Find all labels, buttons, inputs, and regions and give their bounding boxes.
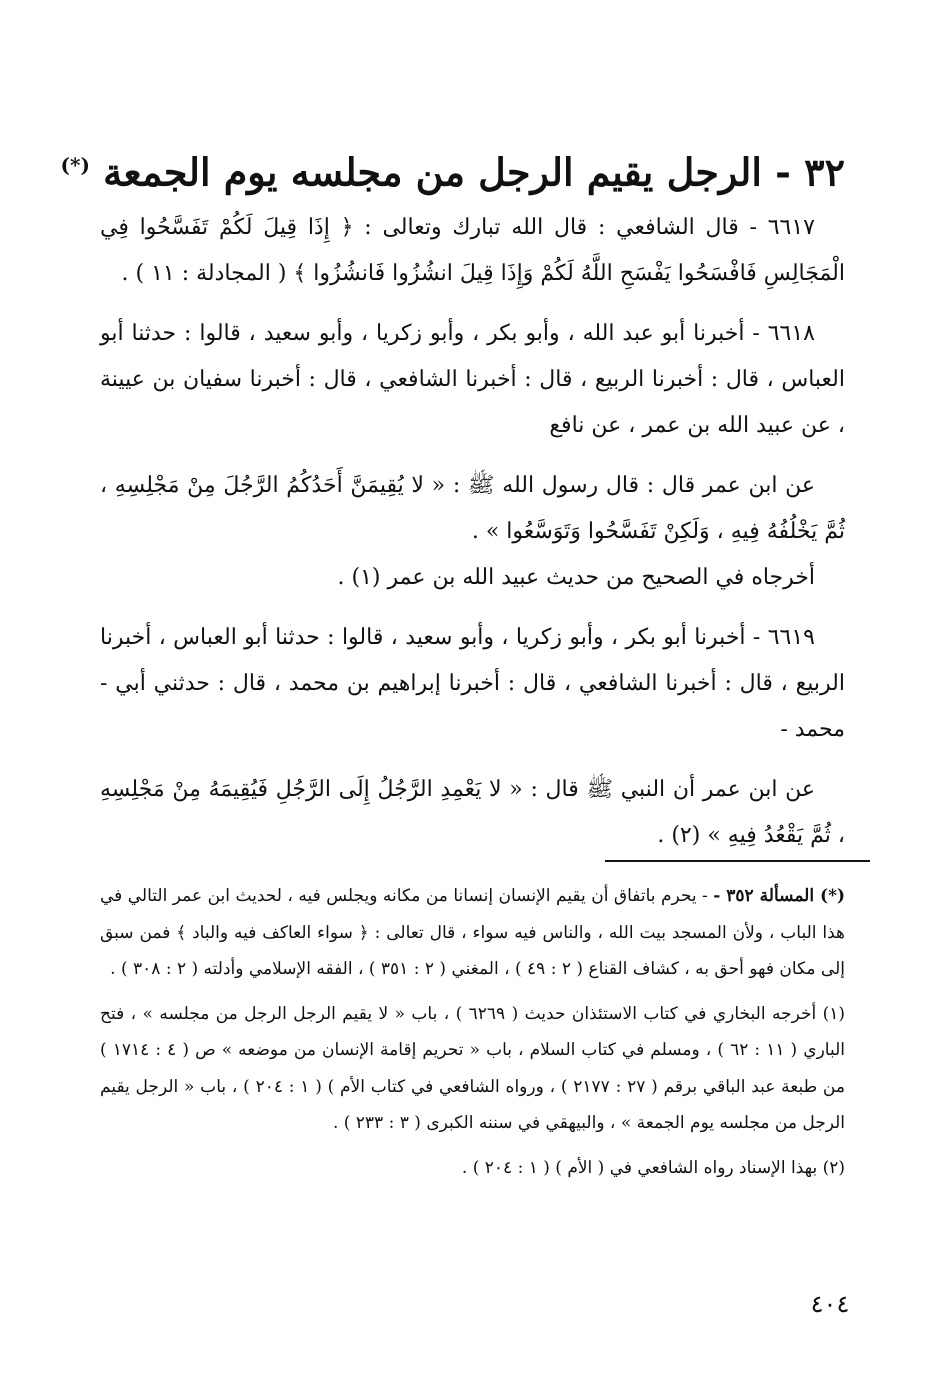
footnote-star-text: - يحرم باتفاق أن يقيم الإنسان إنسانا من مكانه ويجلس فيه ، لحديث ابن عمر التالي في هذا الباب ، ولأن المسجد بيت الله ، والناس فيه سواء ، قال تعالى : ﴿ سواء العاكف فيه والباد ﴾ فمن سبق إلى مكان فهو أحق به ، كشاف القناع ( ٢ : ٤٩ ) ، المغني ( ٢ : ٣٥١ ) ، الفقه الإسلامي وأدلته ( ٢ : ٣٠٨ ) . [100, 886, 845, 979]
footnotes [100, 878, 845, 1186]
paragraph-6618: ٦٦١٨ - أخبرنا أبو عبد الله ، وأبو بكر ، وأبو زكريا ، وأبو سعيد ، قالوا : حدثنا أبو العباس ، قال : أخبرنا الربيع ، قال : أخبرنا الشافعي ، قال : أخبرنا سفيان بن عيينة ، عن عبيد الله بن عمر ، عن نافع [100, 321, 845, 438]
hadith-text-1: عن ابن عمر قال : قال رسول الله ﷺ : « لا يُقِيمَنَّ أَحَدُكُمُ الرَّجُلَ مِنْ مَجْلِسِهِ ، ثُمَّ يَخْلُفُهُ فِيهِ ، وَلَكِنْ تَفَسَّحُوا وَتَوَسَّعُوا » . [100, 473, 845, 544]
footnote-separator [605, 860, 870, 862]
page-number: ٤٠٤ [810, 1290, 850, 1318]
footnote-star-label: (*) المسألة ٣٥٢ - [713, 886, 846, 906]
takhrij-note: أخرجاه في الصحيح من حديث عبيد الله بن عمر (١) . [337, 565, 815, 590]
footnote-2: (٢) بهذا الإسناد رواه الشافعي في ( الأم ) ( ١ : ٢٠٤ ) . [461, 1157, 845, 1178]
hadith-text-2: عن ابن عمر أن النبي ﷺ قال : « لا يَعْمِدِ الرَّجُلُ إِلَى الرَّجُلِ فَيُقِيمَهُ مِنْ مَجْلِسِهِ ، ثُمَّ يَقْعُدُ فِيهِ » (٢) . [100, 777, 845, 848]
footnote-1: (١) أخرجه البخاري في كتاب الاستئذان حديث ( ٦٢٦٩ ) ، باب « لا يقيم الرجل الرجل من مجلسه » ، فتح الباري ( ١١ : ٦٢ ) ، ومسلم في كتاب السلام ، باب « تحريم إقامة الإنسان من موضعه » ص ( ٤ : ١٧١٤ ) من طبعة عبد الباقي برقم ( ٢٧ : ٢١٧٧ ) ، ورواه الشافعي في كتاب الأم ) ( ١ : ٢٠٤ ) ، باب « الرجل يقيم الرجل من مجلسه يوم الجمعة » ، والبيهقي في سننه الكبرى ( ٣ : ٢٣٣ ) . [100, 1003, 845, 1133]
chapter-title [60, 140, 845, 198]
chapter-title-text: ٣٢ - الرجل يقيم الرجل من مجلسه يوم الجمعة [103, 149, 845, 195]
main-text [100, 205, 845, 859]
paragraph-6617: ٦٦١٧ - قال الشافعي : قال الله تبارك وتعالى : ﴿ إِذَا قِيلَ لَكُمْ تَفَسَّحُوا فِي الْمَجَالِسِ فَافْسَحُوا يَفْسَحِ اللَّهُ لَكُمْ وَإِذَا قِيلَ انشُزُوا فَانشُزُوا ﴾ ( المجادلة : ١١ ) . [100, 215, 845, 286]
footnote-star [100, 878, 845, 988]
title-footnote-mark: (*) [60, 153, 90, 177]
paragraph-6619: ٦٦١٩ - أخبرنا أبو بكر ، وأبو زكريا ، وأبو سعيد ، قالوا : حدثنا أبو العباس ، أخبرنا الربيع ، قال : أخبرنا الشافعي ، قال : أخبرنا إبراهيم بن محمد ، قال : حدثني أبي - محمد - [100, 625, 845, 742]
